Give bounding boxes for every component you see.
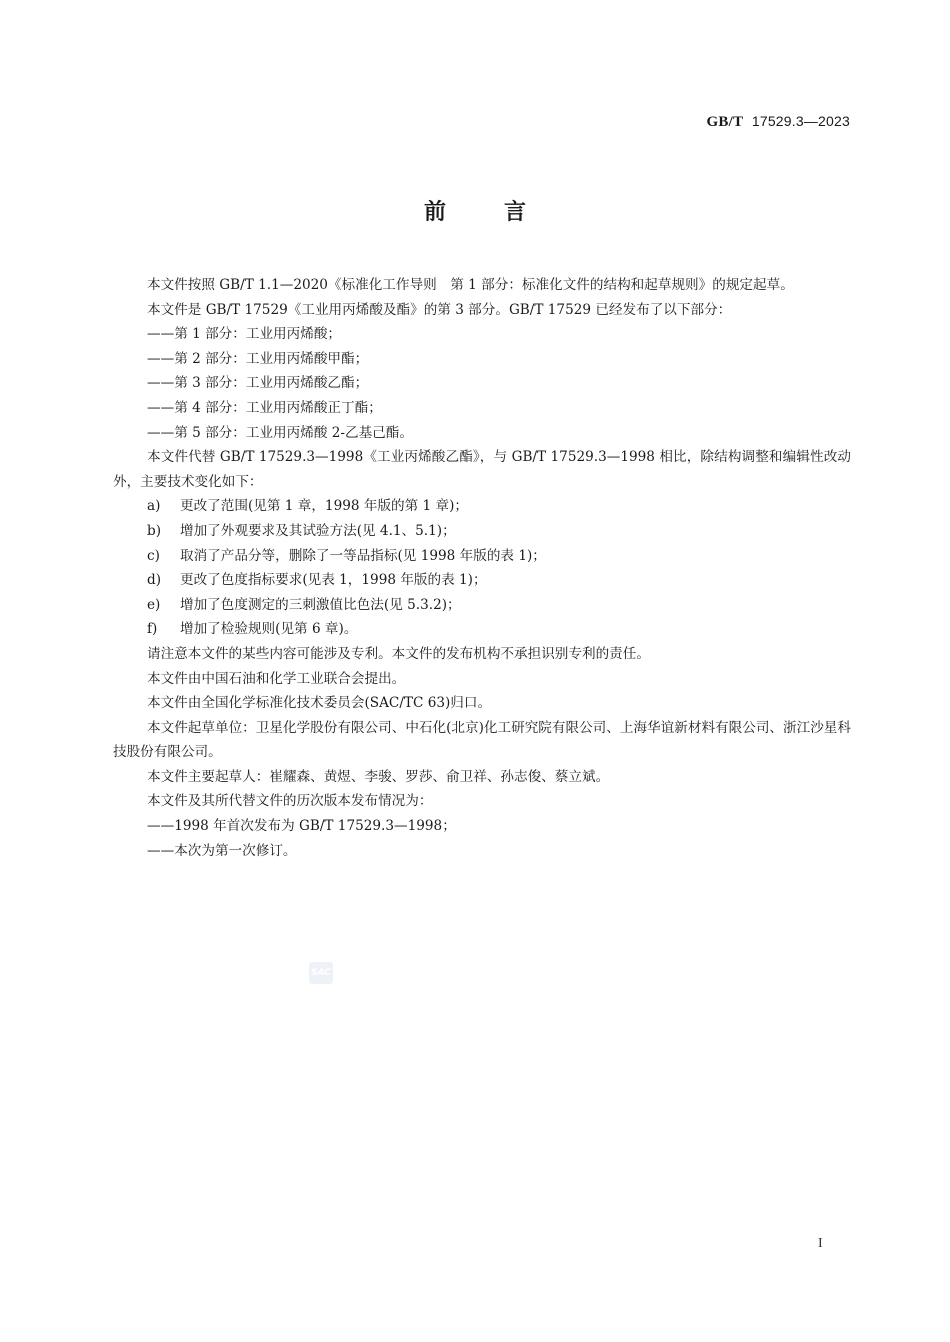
list-item: ——第 1 部分：工业用丙烯酸； bbox=[147, 326, 342, 343]
paragraph-committee: 本文件由全国化学标准化技术委员会(SAC/TC 63)归口。 bbox=[147, 695, 492, 712]
list-item bbox=[113, 617, 851, 642]
paragraph-replacement: 本文件代替 GB/T 17529.3—1998《工业丙烯酸乙酯》，与 GB/T 17529.3—1998 相比，除结构调整和编辑性改动外，主要技术变化如下： bbox=[113, 449, 851, 490]
history-list bbox=[113, 814, 851, 863]
paragraph-series-parts: 本文件是 GB/T 17529《工业用丙烯酸及酯》的第 3 部分。GB/T 17529 已经发布了以下部分： bbox=[147, 301, 732, 318]
list-marker: a) bbox=[147, 498, 161, 515]
paragraph-drafters: 本文件主要起草人：崔耀森、黄煜、李骏、罗莎、俞卫祥、孙志俊、蔡立斌。 bbox=[147, 768, 610, 785]
paragraph-drafting-units: 本文件起草单位：卫星化学股份有限公司、中石化(北京)化工研究院有限公司、上海华谊新材料有限公司、浙江沙星科技股份有限公司。 bbox=[113, 719, 851, 761]
list-text: 增加了外观要求及其试验方法(见 4.1、5.1)； bbox=[180, 522, 456, 539]
parts-list bbox=[113, 322, 851, 445]
list-item: ——本次为第一次修订。 bbox=[147, 842, 297, 859]
list-item: ——第 5 部分：工业用丙烯酸 2-乙基己酯。 bbox=[147, 424, 413, 441]
title-char-1: 前 bbox=[423, 200, 504, 225]
standard-code-header bbox=[707, 113, 850, 131]
page-number: I bbox=[818, 1236, 823, 1251]
technical-changes-list bbox=[113, 494, 851, 642]
standard-number: 17529.3—2023 bbox=[751, 113, 850, 129]
paragraph-drafting-rules: 本文件按照 GB/T 1.1—2020《标准化工作导则 第 1 部分：标准化文件的结构和起草规则》的规定起草。 bbox=[147, 277, 794, 293]
list-marker: e) bbox=[147, 596, 161, 613]
list-item: ——第 4 部分：工业用丙烯酸正丁酯； bbox=[147, 399, 382, 416]
list-marker: f) bbox=[147, 621, 158, 638]
title-char-2: 言 bbox=[504, 200, 585, 225]
list-text: 增加了色度测定的三刺激值比色法(见 5.3.2)； bbox=[180, 596, 461, 613]
list-item: ——第 3 部分：工业用丙烯酸乙酯； bbox=[147, 375, 369, 392]
paragraph-proposer: 本文件由中国石油和化学工业联合会提出。 bbox=[147, 670, 406, 687]
list-marker: d) bbox=[147, 572, 162, 589]
list-item bbox=[113, 568, 851, 593]
list-text: 更改了色度指标要求(见表 1，1998 年版的表 1)； bbox=[180, 572, 487, 589]
page-title bbox=[0, 195, 950, 226]
list-item bbox=[113, 544, 851, 569]
paragraph-version-history: 本文件及其所代替文件的历次版本发布情况为： bbox=[147, 793, 433, 810]
paragraph-patent-notice: 请注意本文件的某些内容可能涉及专利。本文件的发布机构不承担识别专利的责任。 bbox=[147, 645, 650, 662]
list-text: 增加了检验规则(见第 6 章)。 bbox=[180, 621, 358, 638]
list-item bbox=[113, 519, 851, 544]
standard-prefix: GB/T bbox=[706, 114, 744, 130]
list-item: ——1998 年首次发布为 GB/T 17529.3—1998； bbox=[147, 818, 456, 835]
list-marker: c) bbox=[147, 547, 160, 564]
foreword-body bbox=[113, 273, 851, 863]
list-item: ——第 2 部分：工业用丙烯酸甲酯； bbox=[147, 350, 369, 367]
list-item bbox=[113, 593, 851, 618]
list-text: 更改了范围(见第 1 章，1998 年版的第 1 章)； bbox=[180, 498, 469, 515]
list-text: 取消了产品分等，删除了一等品指标(见 1998 年版的表 1)； bbox=[180, 547, 546, 564]
list-item bbox=[113, 494, 851, 519]
sac-watermark-logo: SAC bbox=[309, 962, 333, 984]
list-marker: b) bbox=[147, 522, 162, 539]
